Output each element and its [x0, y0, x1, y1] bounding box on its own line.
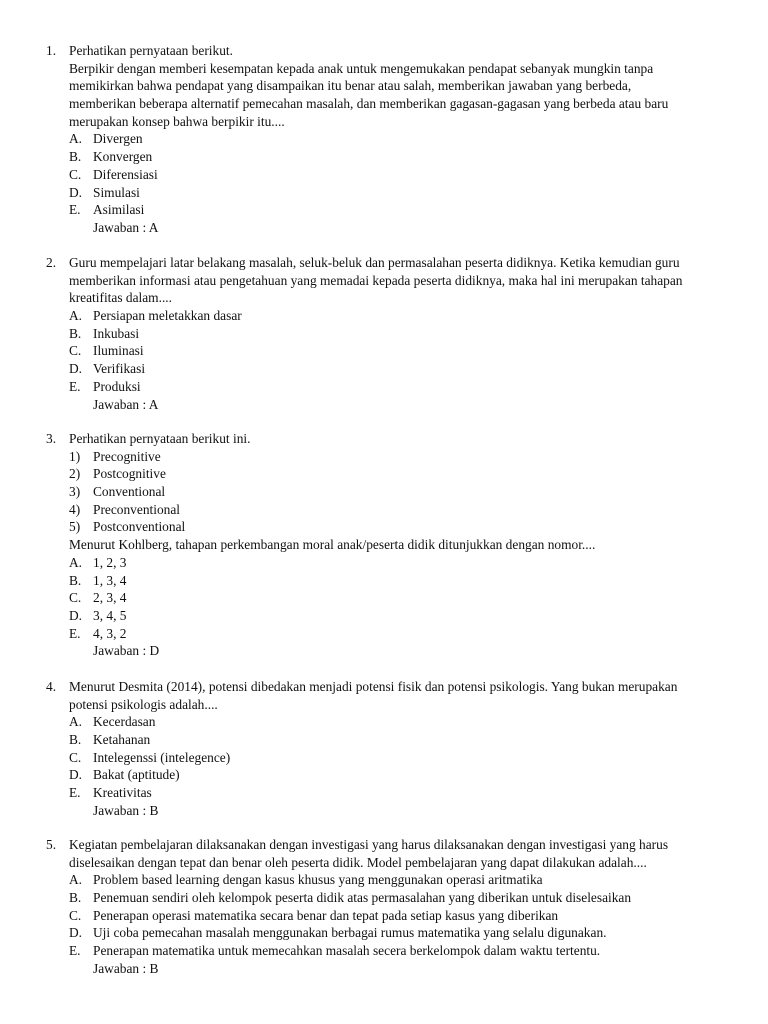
option-text: Kreativitas — [93, 785, 152, 801]
question-3 — [0, 430, 768, 660]
item-text: Precognitive — [93, 448, 161, 464]
question-number: 1. — [46, 43, 57, 58]
option-text: 4, 3, 2 — [93, 625, 127, 641]
option-text: 2, 3, 4 — [93, 590, 127, 606]
option-text: Iluminasi — [93, 343, 144, 359]
answer-option — [0, 201, 768, 219]
answer-option — [0, 942, 768, 960]
answer-option — [0, 130, 768, 148]
answer-option — [0, 554, 768, 572]
answer-option — [0, 184, 768, 202]
option-text: Asimilasi — [93, 202, 145, 218]
option-text: Bakat (aptitude) — [93, 767, 180, 783]
option-letter: A. — [69, 554, 83, 570]
option-text: Intelegenssi (intelegence) — [93, 749, 231, 765]
option-text: Penerapan matematika untuk memecahkan masalah secera berkelompok dalam waktu tertentu. — [93, 943, 601, 959]
option-text: 3, 4, 5 — [93, 607, 127, 623]
item-text: Preconventional — [93, 501, 181, 517]
question-stem-line: kreatifitas dalam.... — [69, 290, 172, 306]
option-text: Kecerdasan — [93, 714, 156, 730]
option-letter: C. — [69, 590, 82, 606]
question-5 — [0, 836, 768, 978]
item-text: Conventional — [93, 484, 166, 500]
answer-option — [0, 889, 768, 907]
option-letter: B. — [69, 149, 82, 165]
item-text: Postconventional — [93, 519, 186, 535]
answer-option — [0, 749, 768, 767]
answer-option — [0, 589, 768, 607]
option-letter: E. — [69, 202, 81, 218]
option-letter: E. — [69, 943, 81, 959]
answer-option — [0, 625, 768, 643]
answer-option — [0, 907, 768, 925]
question-stem-line: potensi psikologis adalah.... — [69, 696, 218, 712]
item-number: 1) — [69, 448, 81, 464]
statement-item — [0, 518, 768, 536]
question-stem-line: memberikan informasi atau pengetahuan yang memadai kepada peserta didiknya, maka hal ini merupakan tahapan — [69, 272, 683, 288]
option-letter: A. — [69, 131, 83, 147]
option-letter: A. — [69, 714, 83, 730]
question-prompt: Menurut Kohlberg, tahapan perkembangan moral anak/peserta didik ditunjukkan dengan nomor.... — [69, 537, 596, 553]
answer-option — [0, 607, 768, 625]
question-number: 3. — [46, 431, 57, 446]
question-stem-line: Guru mempelajari latar belakang masalah, seluk-beluk dan permasalahan peserta didiknya. Ketika kemudian guru — [69, 255, 680, 270]
item-number: 4) — [69, 501, 81, 517]
answer-option — [0, 924, 768, 942]
option-letter: C. — [69, 907, 82, 923]
option-text: Persiapan meletakkan dasar — [93, 308, 242, 324]
option-text: Inkubasi — [93, 325, 140, 341]
option-text: Diferensiasi — [93, 166, 158, 182]
option-text: 1, 2, 3 — [93, 554, 127, 570]
statement-item — [0, 465, 768, 483]
option-text: Uji coba pemecahan masalah menggunakan berbagai rumus matematika yang selalu digunakan. — [93, 925, 607, 941]
option-letter: C. — [69, 166, 82, 182]
answer-option — [0, 713, 768, 731]
answer-option — [0, 166, 768, 184]
option-letter: D. — [69, 184, 83, 200]
item-text: Postcognitive — [93, 466, 166, 482]
option-letter: A. — [69, 308, 83, 324]
answer-option — [0, 360, 768, 378]
item-number: 5) — [69, 519, 81, 535]
option-letter: E. — [69, 625, 81, 641]
option-letter: B. — [69, 890, 82, 906]
answer-key: Jawaban : A — [93, 219, 159, 235]
option-text: Simulasi — [93, 184, 140, 200]
question-stem-line: Kegiatan pembelajaran dilaksanakan dengan investigasi yang harus dilaksanakan dengan investigasi yang harus — [69, 837, 669, 852]
question-1 — [0, 42, 768, 237]
option-letter: D. — [69, 607, 83, 623]
question-stem-line: Menurut Desmita (2014), potensi dibedakan menjadi potensi fisik dan potensi psikologis. Yang bukan merupakan — [69, 679, 678, 694]
item-number: 2) — [69, 466, 81, 482]
answer-option — [0, 307, 768, 325]
question-stem-line: diselesaikan dengan tepat dan benar oleh peserta didik. Model pembelajaran yang dapat dilakukan adalah.... — [69, 854, 647, 870]
question-stem-line: Perhatikan pernyataan berikut ini. — [69, 431, 251, 446]
question-number: 2. — [46, 255, 57, 270]
statement-item — [0, 483, 768, 501]
question-4 — [0, 678, 768, 820]
answer-key: Jawaban : B — [93, 960, 159, 976]
question-stem-line: Berpikir dengan memberi kesempatan kepada anak untuk mengemukakan pendapat sebanyak mungkin tanpa — [69, 60, 654, 76]
answer-option — [0, 148, 768, 166]
option-letter: E. — [69, 785, 81, 801]
statement-item — [0, 501, 768, 519]
option-letter: C. — [69, 749, 82, 765]
question-stem-line: Perhatikan pernyataan berikut. — [69, 43, 233, 58]
option-letter: B. — [69, 572, 82, 588]
answer-option — [0, 784, 768, 802]
option-letter: A. — [69, 872, 83, 888]
answer-option — [0, 378, 768, 396]
question-stem-line: memikirkan bahwa pendapat yang disampaikan itu benar atau salah, memberikan jawaban yang berbeda, — [69, 78, 632, 94]
option-text: Penerapan operasi matematika secara benar dan tepat pada setiap kasus yang diberikan — [93, 907, 559, 923]
option-text: Penemuan sendiri oleh kelompok peserta didik atas permasalahan yang diberikan untuk diselesaikan — [93, 890, 632, 906]
answer-option — [0, 325, 768, 343]
statement-item — [0, 448, 768, 466]
answer-option — [0, 871, 768, 889]
answer-option — [0, 342, 768, 360]
option-letter: B. — [69, 325, 82, 341]
answer-key: Jawaban : D — [93, 643, 160, 659]
option-letter: D. — [69, 925, 83, 941]
question-number: 4. — [46, 679, 57, 694]
answer-option — [0, 731, 768, 749]
option-letter: E. — [69, 378, 81, 394]
answer-key: Jawaban : B — [93, 802, 159, 818]
option-text: Verifikasi — [93, 361, 146, 377]
option-text: Divergen — [93, 131, 143, 147]
option-text: 1, 3, 4 — [93, 572, 127, 588]
option-letter: B. — [69, 732, 82, 748]
option-text: Ketahanan — [93, 732, 151, 748]
question-stem-line: memberikan beberapa alternatif pemecahan masalah, dan memberikan gagasan-gagasan yang berbeda atau baru — [69, 96, 669, 112]
item-number: 3) — [69, 484, 81, 500]
answer-key: Jawaban : A — [93, 396, 159, 412]
option-text: Problem based learning dengan kasus khusus yang menggunakan operasi aritmatika — [93, 872, 543, 888]
option-letter: D. — [69, 767, 83, 783]
answer-option — [0, 766, 768, 784]
question-2 — [0, 254, 768, 413]
option-letter: C. — [69, 343, 82, 359]
answer-option — [0, 572, 768, 590]
option-text: Konvergen — [93, 149, 153, 165]
question-number: 5. — [46, 837, 57, 852]
question-stem-line: merupakan konsep bahwa berpikir itu.... — [69, 113, 285, 129]
option-letter: D. — [69, 361, 83, 377]
option-text: Produksi — [93, 378, 141, 394]
